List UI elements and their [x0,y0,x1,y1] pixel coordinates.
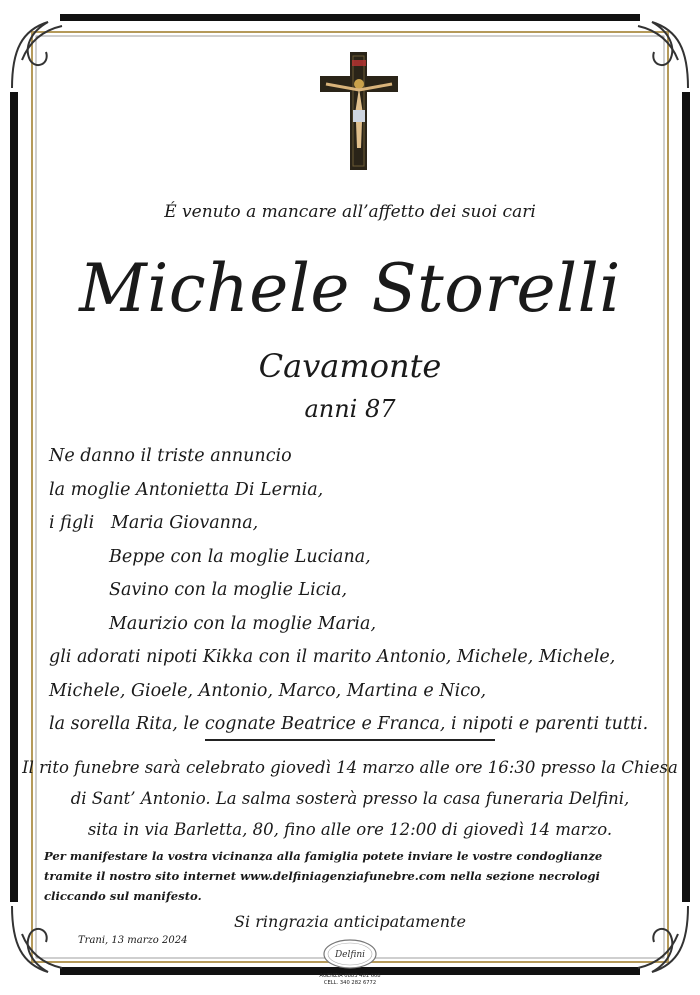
family-line: la sorella Rita, le cognate Beatrice e Franca, i nipoti e parenti tutti. [49,714,649,734]
place-date: Trani, 13 marzo 2024 [78,935,188,946]
family-line: Savino con la moglie Licia, [109,580,348,600]
condolence-line: Per manifestare la vostra vicinanza alla famiglia potete inviare le vostre condoglianze [44,849,603,863]
divider-line [205,739,495,741]
family-line: Michele, Gioele, Antonio, Marco, Martina e Nico, [49,680,487,701]
rite-line: sita in via Barletta, 80, fino alle ore 12:00 di giovedì 14 marzo. [87,820,613,839]
family-line: Ne danno il triste annuncio [49,446,292,466]
agency-cell: CELL. 340 282 6772 [323,980,377,986]
family-line: Maurizio con la moglie Maria, [109,613,377,634]
family-line: Beppe con la moglie Luciana, [109,546,371,567]
family-line: la moglie Antonietta Di Lernia, [49,479,324,500]
deceased-age: anni 87 [304,395,396,423]
family-line: i figli Maria Giovanna, [49,513,259,533]
rite-line: Il rito funebre sarà celebrato giovedì 14 marzo alle ore 16:30 presso la Chiesa [22,758,678,777]
funeral-rite-info [0,752,700,845]
condolence-note [44,846,664,906]
crucifix-icon [318,52,400,170]
deceased-nickname: Cavamonte [258,347,442,385]
condolence-line: tramite il nostro sito internet www.delfiniagenziafunebre.com nella sezione necrologi [44,869,600,883]
family-announcement [49,440,648,742]
agency-logo [309,937,391,987]
thanks-text: Si ringrazia anticipatamente [234,912,466,931]
agency-brand: Delfini [334,950,366,960]
family-line: gli adorati nipoti Kikka con il marito Antonio, Michele, Michele, [49,647,616,667]
condolence-line: cliccando sul manifesto. [44,889,202,903]
intro-text: É venuto a mancare all’affetto dei suoi cari [164,202,536,222]
agency-phone: AGENZIA 0883 481 608 [319,973,381,979]
deceased-name: Michele Storelli [79,250,621,327]
rite-line: di Sant’ Antonio. La salma sosterà presso la casa funeraria Delfini, [70,789,630,808]
